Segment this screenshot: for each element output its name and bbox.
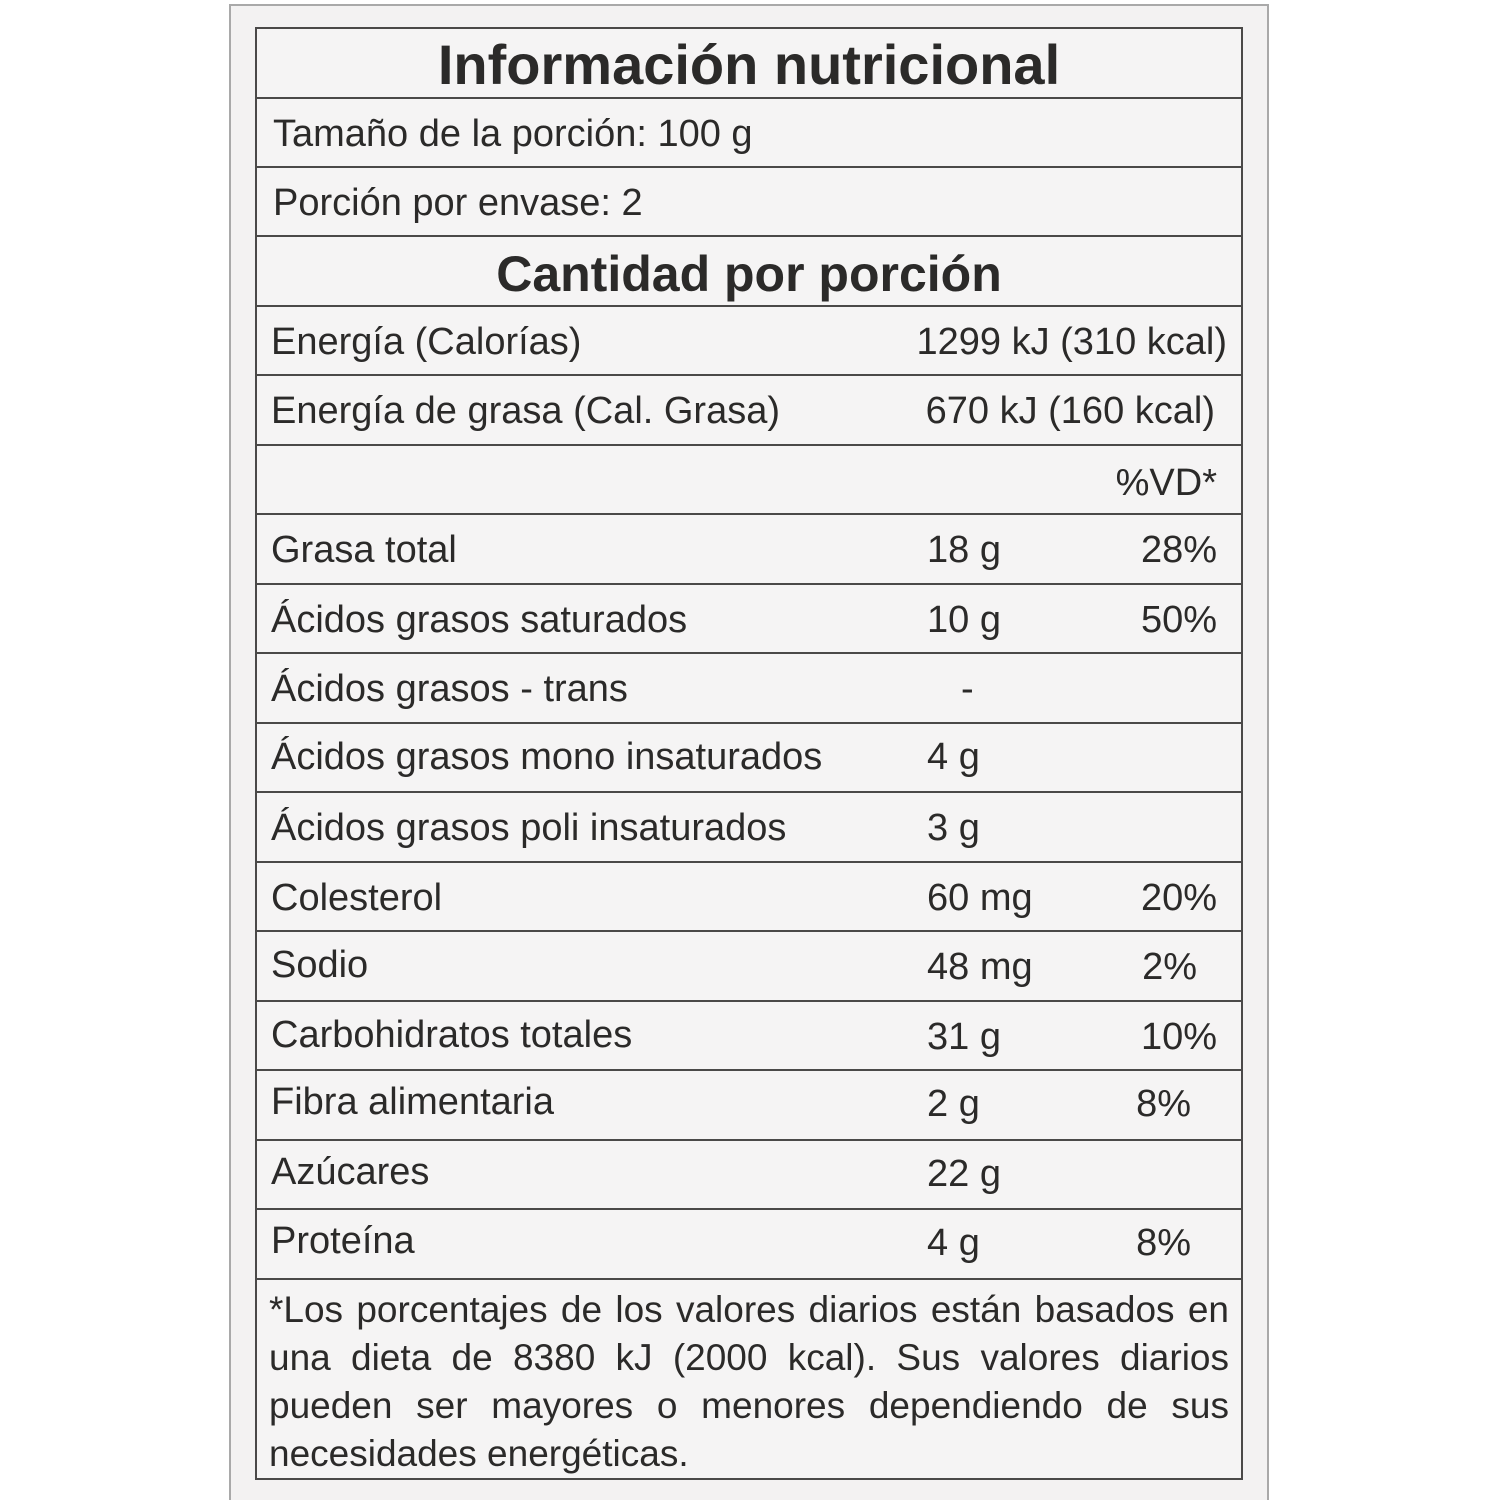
energy-value: 1299 kJ (310 kcal) [916,321,1227,363]
nutrient-amount: 22 g [927,1153,1001,1195]
nutrient-row [257,1002,1241,1071]
nutrient-dv: 2% [1142,946,1197,988]
nutrient-amount: 48 mg [927,946,1033,988]
serving-size-row [257,99,1241,168]
dv-header: %VD* [1115,462,1217,504]
nutrient-dv: 20% [1140,877,1217,919]
nutrient-row [257,932,1241,1002]
nutrient-row [257,654,1241,724]
nutrient-amount: 31 g [927,1016,1001,1058]
nutrient-amount: 10 g [927,599,1001,641]
nutrient-name: Azúcares [271,1151,430,1193]
servings-per-container-row [257,168,1241,237]
energy-row [257,307,1241,376]
nutrient-name: Ácidos grasos saturados [271,599,688,641]
title-row [257,29,1241,99]
energy-fat-value: 670 kJ (160 kcal) [925,390,1215,432]
nutrient-name: Fibra alimentaria [271,1081,554,1123]
nutrient-row [257,585,1241,654]
nutrient-amount: 2 g [927,1083,980,1125]
nutrient-row [257,515,1241,585]
daily-value-footnote: *Los porcentajes de los valores diarios están basados en una dieta de 8380 kJ (2000 kcal). Sus valores diarios pueden ser mayores o menores dependiendo de sus necesidades energéticas. [269,1289,1229,1474]
nutrient-dv: 28% [1140,529,1217,571]
nutrient-name: Sodio [271,944,369,986]
nutrient-name: Proteína [271,1220,415,1262]
nutrient-amount: - [961,668,974,710]
amount-per-serving-heading: Cantidad por porción [496,246,1002,302]
nutrient-amount: 4 g [927,736,980,778]
footnote-row [257,1280,1241,1478]
nutrient-row [257,1071,1241,1141]
nutrient-name: Ácidos grasos poli insaturados [271,807,787,849]
nutrient-row [257,1141,1241,1210]
nutrient-dv: 8% [1136,1222,1191,1264]
nutrient-name: Colesterol [271,877,443,919]
energy-name: Energía (Calorías) [271,321,582,363]
energy-fat-row [257,376,1241,446]
nutrient-row [257,724,1241,793]
nutrient-amount: 4 g [927,1222,980,1264]
nutrient-name: Ácidos grasos mono insaturados [271,736,823,778]
nutrient-amount: 18 g [927,529,1001,571]
nutrient-amount: 60 mg [927,877,1033,919]
nutrient-row [257,863,1241,932]
nutrient-amount: 3 g [927,807,980,849]
label-title: Información nutricional [437,33,1061,96]
nutrient-dv: 10% [1140,1016,1217,1058]
nutrition-facts-panel [255,27,1243,1480]
serving-size: Tamaño de la porción: 100 g [273,113,753,155]
nutrient-name: Carbohidratos totales [271,1014,633,1056]
nutrient-dv: 8% [1136,1083,1191,1125]
dv-header-row [257,446,1241,515]
energy-fat-name: Energía de grasa (Cal. Grasa) [271,390,781,432]
servings-per-container: Porción por envase: 2 [273,182,643,224]
nutrient-row [257,793,1241,863]
amount-per-serving-row [257,237,1241,307]
nutrient-dv: 50% [1140,599,1217,641]
nutrient-name: Grasa total [271,529,457,571]
nutrient-name: Ácidos grasos - trans [271,668,628,710]
nutrient-row [257,1210,1241,1280]
